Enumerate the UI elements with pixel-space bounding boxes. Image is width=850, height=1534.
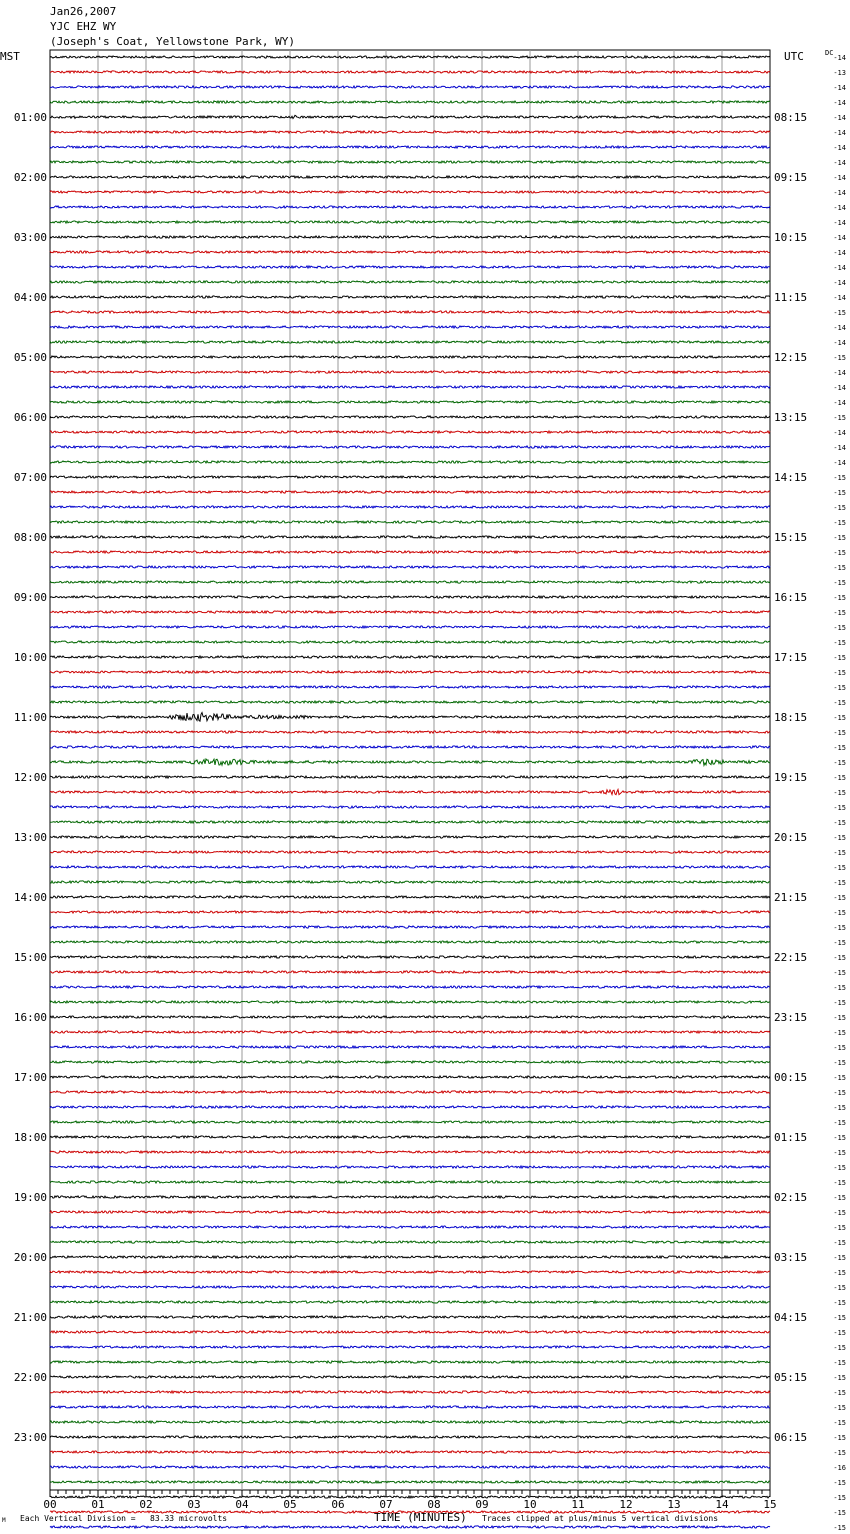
utc-hour-label: 14:15 [774,471,808,484]
dc-offset-label: -15 [833,669,846,677]
dc-offset-label: -15 [833,1284,846,1292]
utc-hour-label: 18:15 [774,711,808,724]
mst-hour-label: 08:00 [13,531,47,544]
mst-hour-label: 01:00 [13,111,47,124]
dc-offset-label: -14 [833,174,846,182]
dc-offset-label: -15 [833,1164,846,1172]
utc-hour-label: 19:15 [774,771,808,784]
mst-hour-label: 23:00 [13,1431,47,1444]
dc-offset-label: -14 [833,99,846,107]
seismic-trace-25 [50,431,770,433]
x-tick-label: 03 [187,1498,201,1511]
left-timezone-label: MST [0,50,20,63]
seismic-trace-86 [50,1346,770,1348]
utc-hour-label: 17:15 [774,651,808,664]
dc-offset-label: -15 [833,834,846,842]
utc-hour-label: 09:15 [774,171,808,184]
utc-hour-label: 20:15 [774,831,808,844]
dc-offset-label: -15 [833,624,846,632]
seismic-trace-12 [50,236,770,238]
mst-hour-label: 21:00 [13,1311,47,1324]
x-tick-label: 13 [667,1498,681,1511]
seismic-trace-95 [50,1481,770,1483]
seismic-trace-89 [50,1391,770,1393]
x-tick-label: 02 [139,1498,153,1511]
dc-offset-label: -15 [833,1239,846,1247]
seismic-trace-69 [50,1091,770,1093]
seismic-trace-48 [50,776,770,778]
seismic-trace-1 [50,71,770,73]
x-axis-title: TIME (MINUTES) [374,1511,467,1524]
dc-offset-label: -16 [833,1464,846,1472]
seismic-trace-17 [50,311,770,313]
station-code: YJC EHZ WY [50,20,117,33]
seismic-trace-85 [50,1331,770,1333]
dc-offset-label: -15 [833,1059,846,1067]
seismic-trace-31 [50,521,770,523]
dc-offset-label: -15 [833,1089,846,1097]
utc-hour-label: 12:15 [774,351,808,364]
seismic-trace-45 [50,731,770,733]
seismic-trace-29 [50,491,770,493]
seismic-trace-50 [50,806,770,808]
dc-offset-label: -15 [833,1269,846,1277]
dc-offset-label: -13 [833,69,846,77]
utc-hour-label: 08:15 [774,111,808,124]
grid [50,50,770,1490]
dc-offset-label: -15 [833,699,846,707]
seismic-trace-83 [50,1301,770,1303]
seismic-trace-51 [50,821,770,823]
seismic-trace-37 [50,611,770,613]
right-timezone-label: UTC [784,50,804,63]
dc-offset-label: -15 [833,984,846,992]
dc-offset-label: -15 [833,774,846,782]
seismic-trace-79 [50,1241,770,1243]
seismic-trace-77 [50,1211,770,1213]
dc-offset-label: -15 [833,1404,846,1412]
dc-offset-label: -14 [833,234,846,242]
x-tick-label: 10 [523,1498,537,1511]
seismic-trace-22 [50,386,770,388]
seismic-trace-90 [50,1406,770,1408]
utc-hour-label: 03:15 [774,1251,808,1264]
dc-offset-label: -15 [833,654,846,662]
seismic-trace-3 [50,101,770,103]
utc-hour-label: 15:15 [774,531,808,544]
dc-offset-label: -14 [833,144,846,152]
dc-offset-label: -15 [833,879,846,887]
dc-offset-label: -14 [833,189,846,197]
traces [50,56,770,1534]
seismic-trace-71 [50,1121,770,1123]
dc-offset-label: -14 [833,444,846,452]
utc-hour-label: 16:15 [774,591,808,604]
station-location: (Joseph's Coat, Yellowstone Park, WY) [50,35,296,48]
seismic-trace-28 [50,476,770,478]
dc-offset-label: -15 [833,1044,846,1052]
seismic-trace-96 [50,1496,770,1498]
utc-hour-label: 01:15 [774,1131,808,1144]
utc-hour-label: 13:15 [774,411,808,424]
utc-hour-label: 10:15 [774,231,808,244]
utc-hour-label: 00:15 [774,1071,808,1084]
seismic-trace-68 [50,1076,770,1078]
seismic-trace-60 [50,956,770,958]
seismic-trace-46 [50,746,770,748]
mst-hour-label: 20:00 [13,1251,47,1264]
offset-labels [833,54,846,1534]
utc-hour-label: 06:15 [774,1431,808,1444]
seismic-trace-88 [50,1376,770,1378]
seismic-trace-52 [50,836,770,838]
mst-hour-label: 10:00 [13,651,47,664]
seismic-trace-21 [50,371,770,373]
dc-offset-label: -15 [833,1509,846,1517]
dc-offset-label: -14 [833,159,846,167]
x-axis [43,1490,776,1511]
seismic-trace-55 [50,881,770,883]
mst-hour-label: 02:00 [13,171,47,184]
seismic-trace-2 [50,86,770,88]
mst-hour-label: 19:00 [13,1191,47,1204]
x-tick-label: 09 [475,1498,489,1511]
utc-hour-label: 05:15 [774,1371,808,1384]
seismic-trace-24 [50,416,770,418]
dc-offset-label: -15 [833,714,846,722]
dc-offset-label: -15 [833,1359,846,1367]
vertical-division-note: Each Vertical Division = 83.33 microvolts [20,1514,228,1523]
dc-offset-label: -15 [833,819,846,827]
dc-offset-label: -15 [833,1389,846,1397]
seismic-trace-93 [50,1451,770,1453]
x-tick-label: 06 [331,1498,345,1511]
dc-offset-label: -14 [833,219,846,227]
dc-offset-label: -15 [833,969,846,977]
x-tick-label: 04 [235,1498,249,1511]
dc-offset-label: -15 [833,1209,846,1217]
seismic-trace-35 [50,581,770,583]
x-tick-label: 01 [91,1498,105,1511]
dc-offset-label: -14 [833,399,846,407]
plot-frame [50,50,770,1490]
dc-offset-label: -15 [833,684,846,692]
seismic-trace-82 [50,1286,770,1288]
dc-offset-label: -15 [833,1014,846,1022]
dc-label: DC [825,49,834,57]
seismic-trace-65 [50,1031,770,1033]
dc-offset-label: -15 [833,804,846,812]
x-tick-label: 15 [763,1498,777,1511]
mst-hour-label: 06:00 [13,411,47,424]
seismic-trace-57 [50,911,770,913]
dc-offset-label: -15 [833,549,846,557]
dc-offset-label: -15 [833,609,846,617]
seismic-trace-70 [50,1106,770,1108]
dc-offset-label: -15 [833,564,846,572]
dc-offset-label: -15 [833,1179,846,1187]
dc-offset-label: -15 [833,309,846,317]
seismic-trace-13 [50,251,770,253]
seismic-trace-4 [50,115,770,118]
clip-note: Traces clipped at plus/minus 5 vertical divisions [482,1514,719,1523]
dc-offset-label: -15 [833,354,846,362]
seismic-trace-49 [50,790,770,795]
utc-hour-label: 04:15 [774,1311,808,1324]
x-tick-label: 11 [571,1498,585,1511]
dc-offset-label: -15 [833,414,846,422]
dc-offset-label: -15 [833,1524,846,1532]
dc-offset-label: -15 [833,1254,846,1262]
dc-offset-label: -15 [833,1224,846,1232]
dc-offset-label: -15 [833,579,846,587]
seismic-trace-40 [50,656,770,658]
seismic-trace-38 [50,626,770,628]
seismic-trace-56 [50,896,770,898]
dc-offset-label: -15 [833,534,846,542]
chart-date: Jan26,2007 [50,5,117,18]
dc-offset-label: -14 [833,384,846,392]
seismic-trace-47 [50,759,770,765]
seismic-trace-91 [50,1421,770,1423]
seismic-trace-30 [50,506,770,508]
dc-offset-label: -15 [833,1314,846,1322]
seismic-trace-8 [50,176,770,178]
seismic-trace-78 [50,1226,770,1228]
mst-hour-label: 05:00 [13,351,47,364]
dc-offset-label: -15 [833,504,846,512]
seismic-trace-80 [50,1256,770,1258]
dc-offset-label: -15 [833,639,846,647]
seismic-trace-75 [50,1181,770,1183]
dc-offset-label: -14 [833,249,846,257]
seismic-trace-87 [50,1361,770,1363]
mst-hour-label: 18:00 [13,1131,47,1144]
dc-offset-label: -15 [833,1329,846,1337]
seismic-trace-5 [50,131,770,133]
x-tick-label: 08 [427,1498,441,1511]
mst-hour-label: 15:00 [13,951,47,964]
dc-offset-label: -14 [833,429,846,437]
seismic-trace-43 [50,701,770,703]
dc-offset-label: -15 [833,954,846,962]
dc-offset-label: -14 [833,54,846,62]
dc-offset-label: -14 [833,369,846,377]
dc-offset-label: -14 [833,279,846,287]
seismic-trace-54 [50,866,770,868]
seismic-trace-72 [50,1136,770,1138]
seismic-trace-11 [50,221,770,223]
utc-hour-label: 21:15 [774,891,808,904]
mst-hour-label: 11:00 [13,711,47,724]
seismic-trace-66 [50,1046,770,1048]
dc-offset-label: -15 [833,1134,846,1142]
seismic-trace-98 [50,1526,770,1528]
mst-hour-label: 03:00 [13,231,47,244]
dc-offset-label: -15 [833,909,846,917]
seismic-trace-26 [50,446,770,448]
mst-hour-label: 22:00 [13,1371,47,1384]
dc-offset-label: -15 [833,729,846,737]
dc-offset-label: -15 [833,594,846,602]
dc-offset-label: -15 [833,999,846,1007]
seismic-trace-6 [50,146,770,148]
seismic-trace-63 [50,1001,770,1003]
dc-offset-label: -15 [833,1449,846,1457]
x-tick-label: 14 [715,1498,729,1511]
utc-hour-label: 11:15 [774,291,808,304]
dc-offset-label: -15 [833,1344,846,1352]
dc-offset-label: -15 [833,1104,846,1112]
x-tick-label: 07 [379,1498,393,1511]
utc-hour-label: 23:15 [774,1011,808,1024]
dc-offset-label: -14 [833,459,846,467]
dc-offset-label: -15 [833,759,846,767]
x-tick-label: 00 [43,1498,57,1511]
mst-hour-label: 07:00 [13,471,47,484]
mst-hour-label: 13:00 [13,831,47,844]
seismic-trace-27 [50,461,770,463]
seismic-trace-76 [50,1196,770,1198]
dc-offset-label: -15 [833,894,846,902]
dc-offset-label: -15 [833,1299,846,1307]
dc-offset-label: -15 [833,1029,846,1037]
seismic-trace-84 [50,1316,770,1318]
dc-offset-label: -15 [833,474,846,482]
seismic-trace-42 [50,686,770,688]
seismic-trace-53 [50,851,770,853]
seismic-trace-92 [50,1436,770,1438]
seismic-trace-33 [50,551,770,553]
dc-offset-label: -15 [833,1149,846,1157]
mst-hour-label: 04:00 [13,291,47,304]
seismic-trace-44 [50,713,770,722]
dc-offset-label: -14 [833,129,846,137]
seismic-trace-59 [50,941,770,943]
seismic-trace-39 [50,641,770,643]
dc-offset-label: -15 [833,1374,846,1382]
dc-offset-label: -15 [833,744,846,752]
mst-hour-label: 14:00 [13,891,47,904]
dc-offset-label: -14 [833,264,846,272]
seismic-trace-9 [50,191,770,193]
seismic-trace-34 [50,566,770,568]
dc-offset-label: -15 [833,1434,846,1442]
seismic-trace-41 [50,671,770,673]
dc-offset-label: -15 [833,519,846,527]
dc-offset-label: -15 [833,489,846,497]
seismic-trace-14 [50,266,770,268]
corner-mark: M [2,1517,6,1524]
seismic-trace-74 [50,1166,770,1168]
mst-hour-label: 12:00 [13,771,47,784]
dc-offset-label: -15 [833,1119,846,1127]
dc-offset-label: -15 [833,1479,846,1487]
utc-hour-label: 02:15 [774,1191,808,1204]
seismic-trace-18 [50,326,770,328]
dc-offset-label: -14 [833,204,846,212]
mst-hour-label: 09:00 [13,591,47,604]
seismic-trace-7 [50,161,770,163]
seismic-trace-16 [50,296,770,298]
x-tick-label: 12 [619,1498,633,1511]
dc-offset-label: -15 [833,939,846,947]
seismic-trace-32 [50,536,770,538]
seismic-trace-73 [50,1151,770,1153]
seismic-trace-20 [50,356,770,358]
seismic-trace-10 [50,206,770,208]
dc-offset-label: -14 [833,324,846,332]
mst-hour-label: 16:00 [13,1011,47,1024]
x-tick-label: 05 [283,1498,297,1511]
dc-offset-label: -14 [833,114,846,122]
dc-offset-label: -15 [833,864,846,872]
dc-offset-label: -15 [833,924,846,932]
dc-offset-label: -14 [833,339,846,347]
dc-offset-label: -14 [833,294,846,302]
mst-hour-label: 17:00 [13,1071,47,1084]
seismic-trace-67 [50,1061,770,1063]
dc-offset-label: -15 [833,1194,846,1202]
seismic-trace-64 [50,1016,770,1018]
seismic-trace-15 [50,281,770,283]
seismic-trace-62 [50,986,770,988]
utc-hour-label: 22:15 [774,951,808,964]
seismic-trace-61 [50,971,770,973]
dc-offset-label: -15 [833,849,846,857]
seismic-trace-94 [50,1466,770,1468]
seismic-trace-0 [50,56,770,58]
dc-offset-label: -14 [833,84,846,92]
dc-offset-label: -15 [833,1494,846,1502]
seismic-trace-23 [50,401,770,403]
dc-offset-label: -15 [833,1419,846,1427]
seismic-trace-19 [50,341,770,343]
seismic-trace-58 [50,926,770,928]
seismic-trace-36 [50,596,770,598]
dc-offset-label: -15 [833,1074,846,1082]
dc-offset-label: -15 [833,789,846,797]
seismic-trace-81 [50,1271,770,1273]
